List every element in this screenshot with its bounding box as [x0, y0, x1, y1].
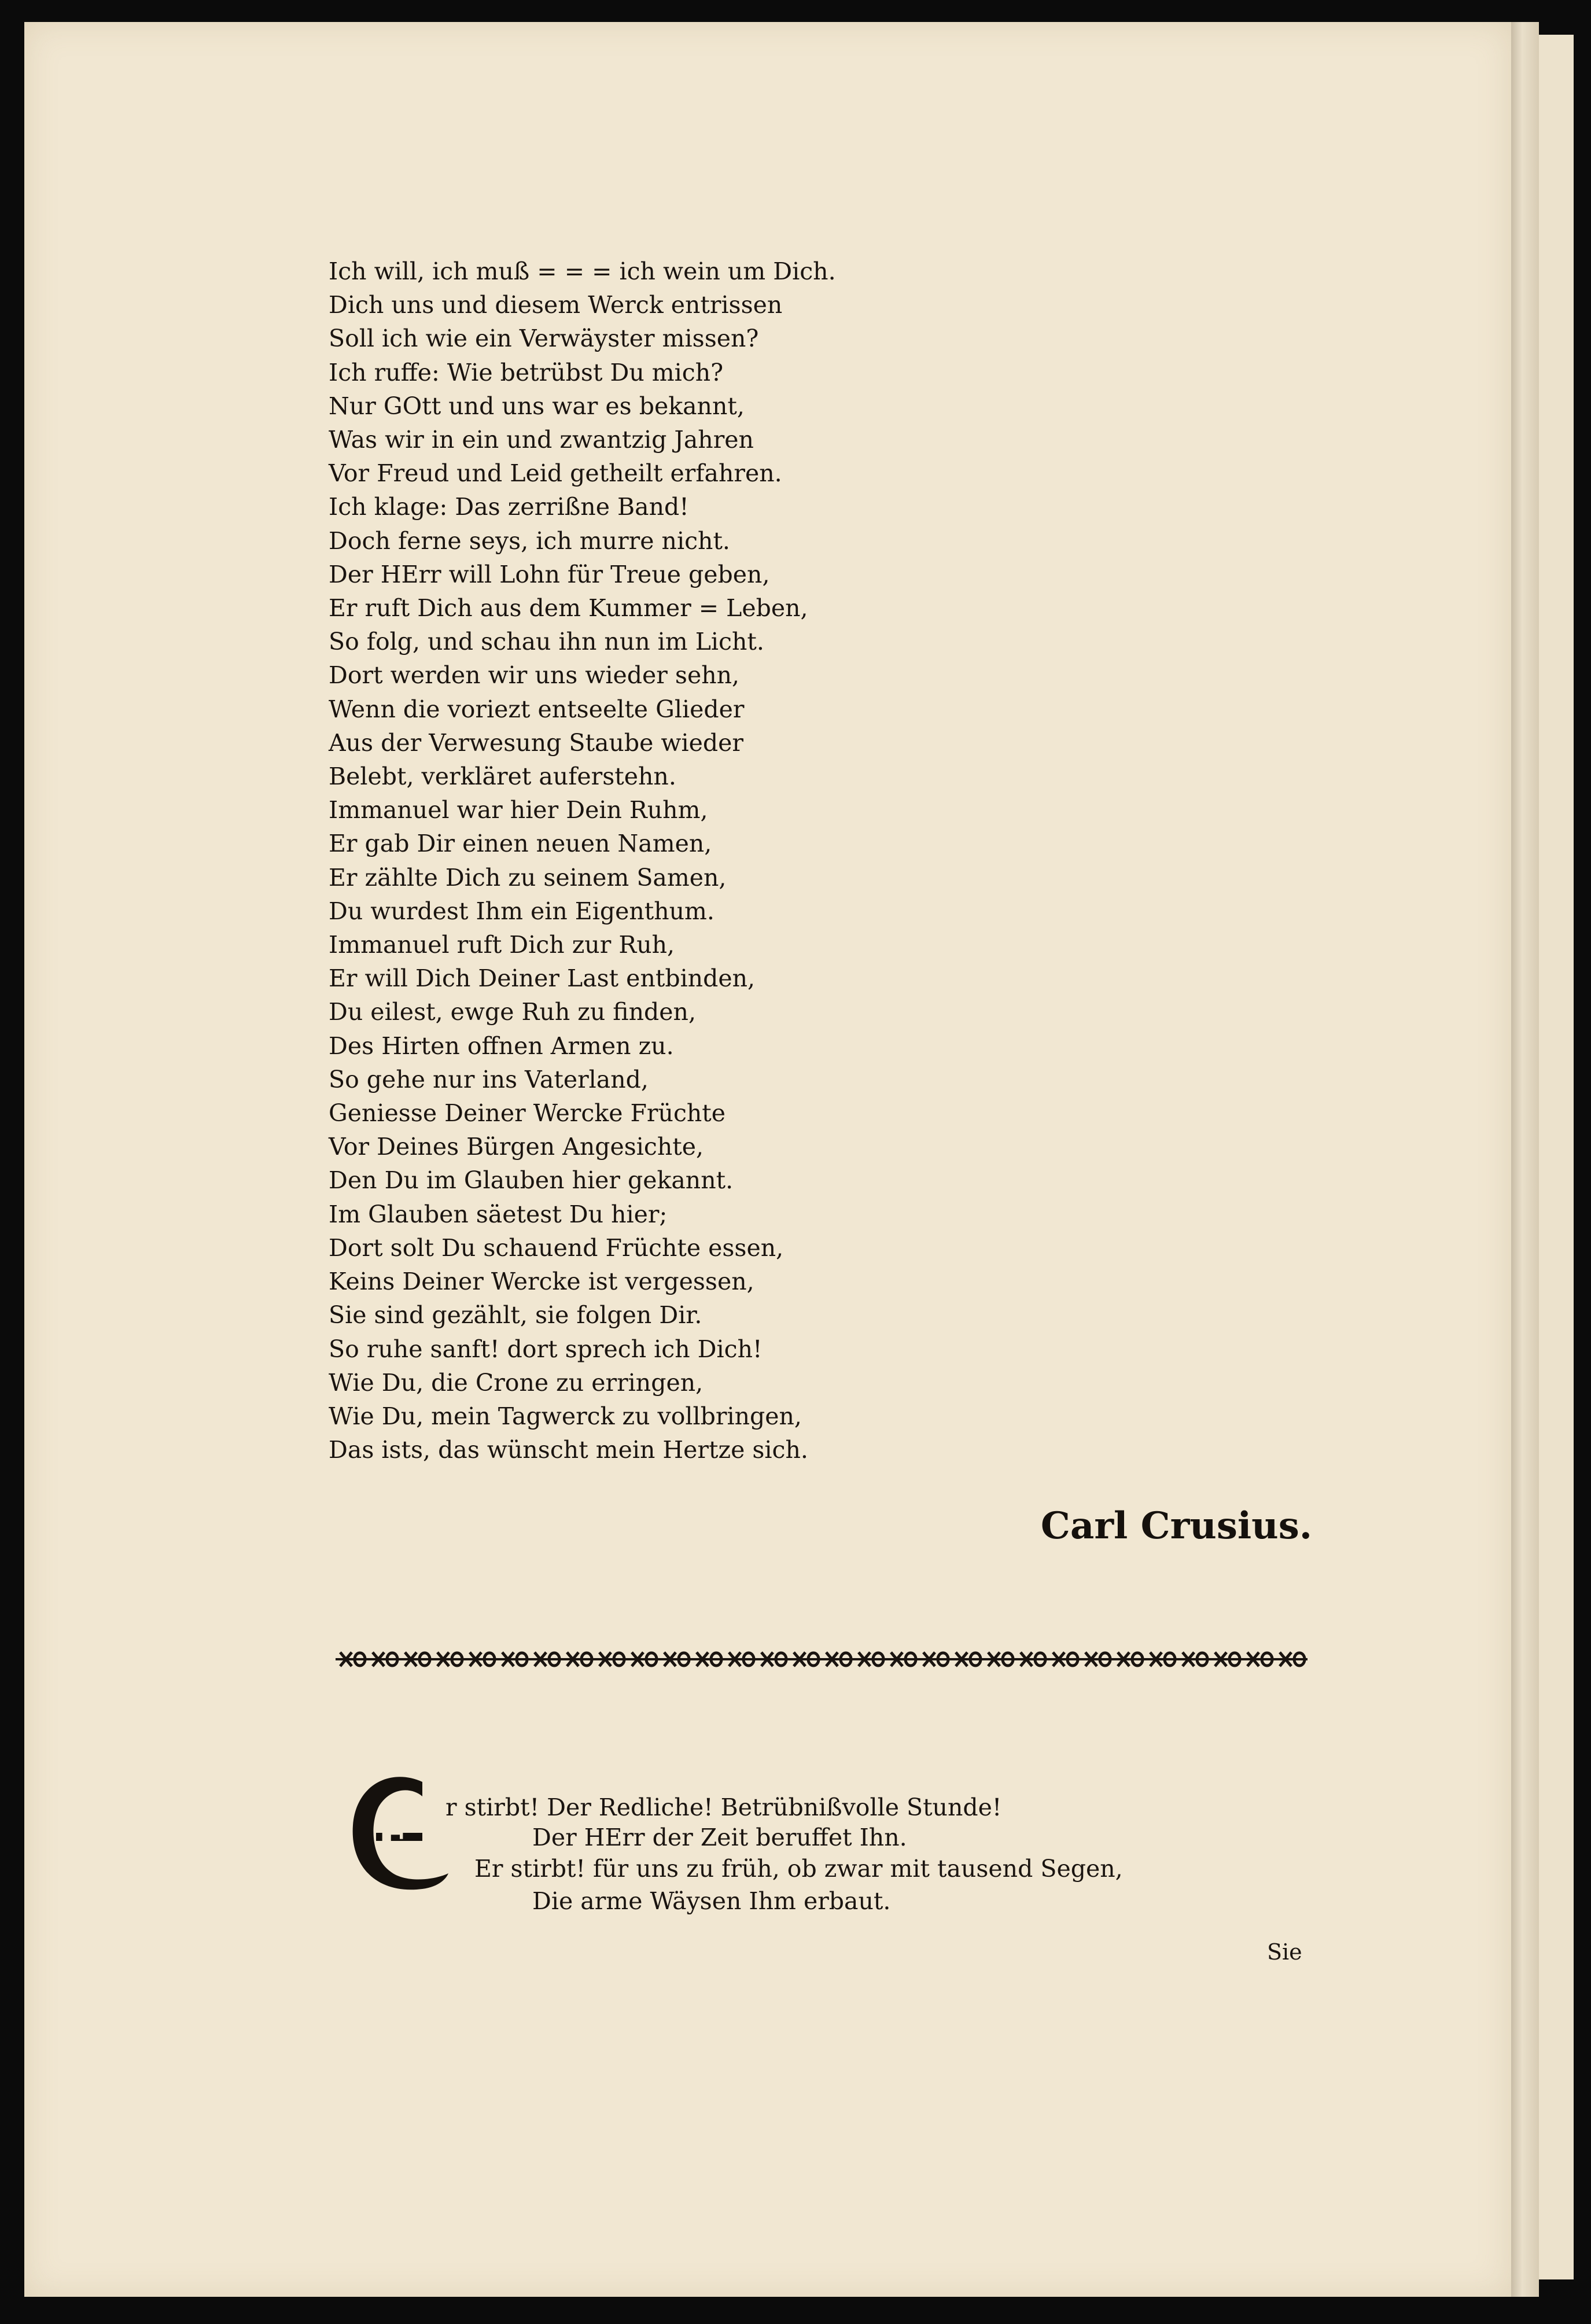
poem-line: Vor Freud und Leid getheilt erfahren.	[329, 459, 782, 488]
poem-line: Im Glauben säetest Du hier;	[329, 1200, 668, 1228]
poem-line: Immanuel war hier Dein Ruhm,	[329, 796, 708, 824]
page-gutter	[1511, 22, 1539, 2297]
drop-cap-letter: E	[375, 1808, 411, 1862]
poem-line: Dort werden wir uns wieder sehn,	[329, 661, 740, 690]
poem-line: Er ruft Dich aus dem Kummer = Leben,	[329, 594, 808, 623]
stanza-line: Die arme Wäysen Ihm erbaut.	[532, 1887, 891, 1915]
poem-line: Das ists, das wünscht mein Hertze sich.	[329, 1436, 808, 1464]
stanza-line: Er stirbt! für uns zu früh, ob zwar mit tausend Segen,	[474, 1855, 1123, 1883]
author-signature: Carl Crusius.	[1040, 1504, 1312, 1548]
poem-line: Dort solt Du schauend Früchte essen,	[329, 1233, 784, 1262]
poem-line: Doch ferne seys, ich murre nicht.	[329, 526, 730, 555]
poem-line: So ruhe sanft! dort sprech ich Dich!	[329, 1335, 763, 1363]
drop-cap-initial	[336, 1765, 451, 1903]
poem-line: Ich will, ich muß = = = ich wein um Dich.	[329, 257, 836, 285]
poem-line: Er zählte Dich zu seinem Samen,	[329, 863, 727, 892]
facing-page-edge	[1539, 35, 1574, 2279]
poem-line: Aus der Verwesung Staube wieder	[329, 728, 743, 757]
poem-line: Der HErr will Lohn für Treue geben,	[329, 560, 770, 588]
poem-line: Er gab Dir einen neuen Namen,	[329, 830, 712, 858]
poem-block	[329, 255, 907, 1467]
poem-line: Ich ruffe: Wie betrübst Du mich?	[329, 358, 724, 386]
poem-line: Du eilest, ewge Ruh zu finden,	[329, 998, 696, 1026]
poem-line: Wie Du, die Crone zu erringen,	[329, 1368, 704, 1397]
catchword: Sie	[1267, 1939, 1302, 1965]
stanza-line: r stirbt! Der Redliche! Betrübnißvolle Stunde!	[445, 1793, 1002, 1821]
poem-line: Geniesse Deiner Wercke Früchte	[329, 1099, 726, 1128]
poem-line: So folg, und schau ihn nun im Licht.	[329, 628, 764, 656]
poem-line: Keins Deiner Wercke ist vergessen,	[329, 1268, 754, 1296]
poem-line: Den Du im Glauben hier gekannt.	[329, 1166, 734, 1195]
poem-line: Du wurdest Ihm ein Eigenthum.	[329, 897, 715, 925]
stanza-line: Der HErr der Zeit beruffet Ihn.	[532, 1824, 907, 1851]
poem-line: Immanuel ruft Dich zur Ruh,	[329, 931, 675, 959]
poem-line: Wie Du, mein Tagwerck zu vollbringen,	[329, 1402, 802, 1430]
poem-line: Wenn die voriezt entseelte Glieder	[329, 695, 745, 723]
poem-line: Was wir in ein und zwantzig Jahren	[329, 426, 754, 454]
ornamental-divider	[336, 1648, 1308, 1671]
poem-line: Dich uns und diesem Werck entrissen	[329, 291, 783, 319]
poem-line: Er will Dich Deiner Last entbinden,	[329, 964, 756, 993]
poem-line: Soll ich wie ein Verwäyster missen?	[329, 325, 759, 353]
poem-line: Vor Deines Bürgen Angesichte,	[329, 1133, 704, 1161]
poem-line: So gehe nur ins Vaterland,	[329, 1065, 649, 1093]
poem-line: Ich klage: Das zerrißne Band!	[329, 493, 689, 521]
poem-line: Des Hirten offnen Armen zu.	[329, 1032, 674, 1060]
poem-line: Nur GOtt und uns war es bekannt,	[329, 392, 745, 420]
poem-line: Belebt, verkläret auferstehn.	[329, 763, 676, 791]
poem-line: Sie sind gezählt, sie folgen Dir.	[329, 1301, 702, 1329]
